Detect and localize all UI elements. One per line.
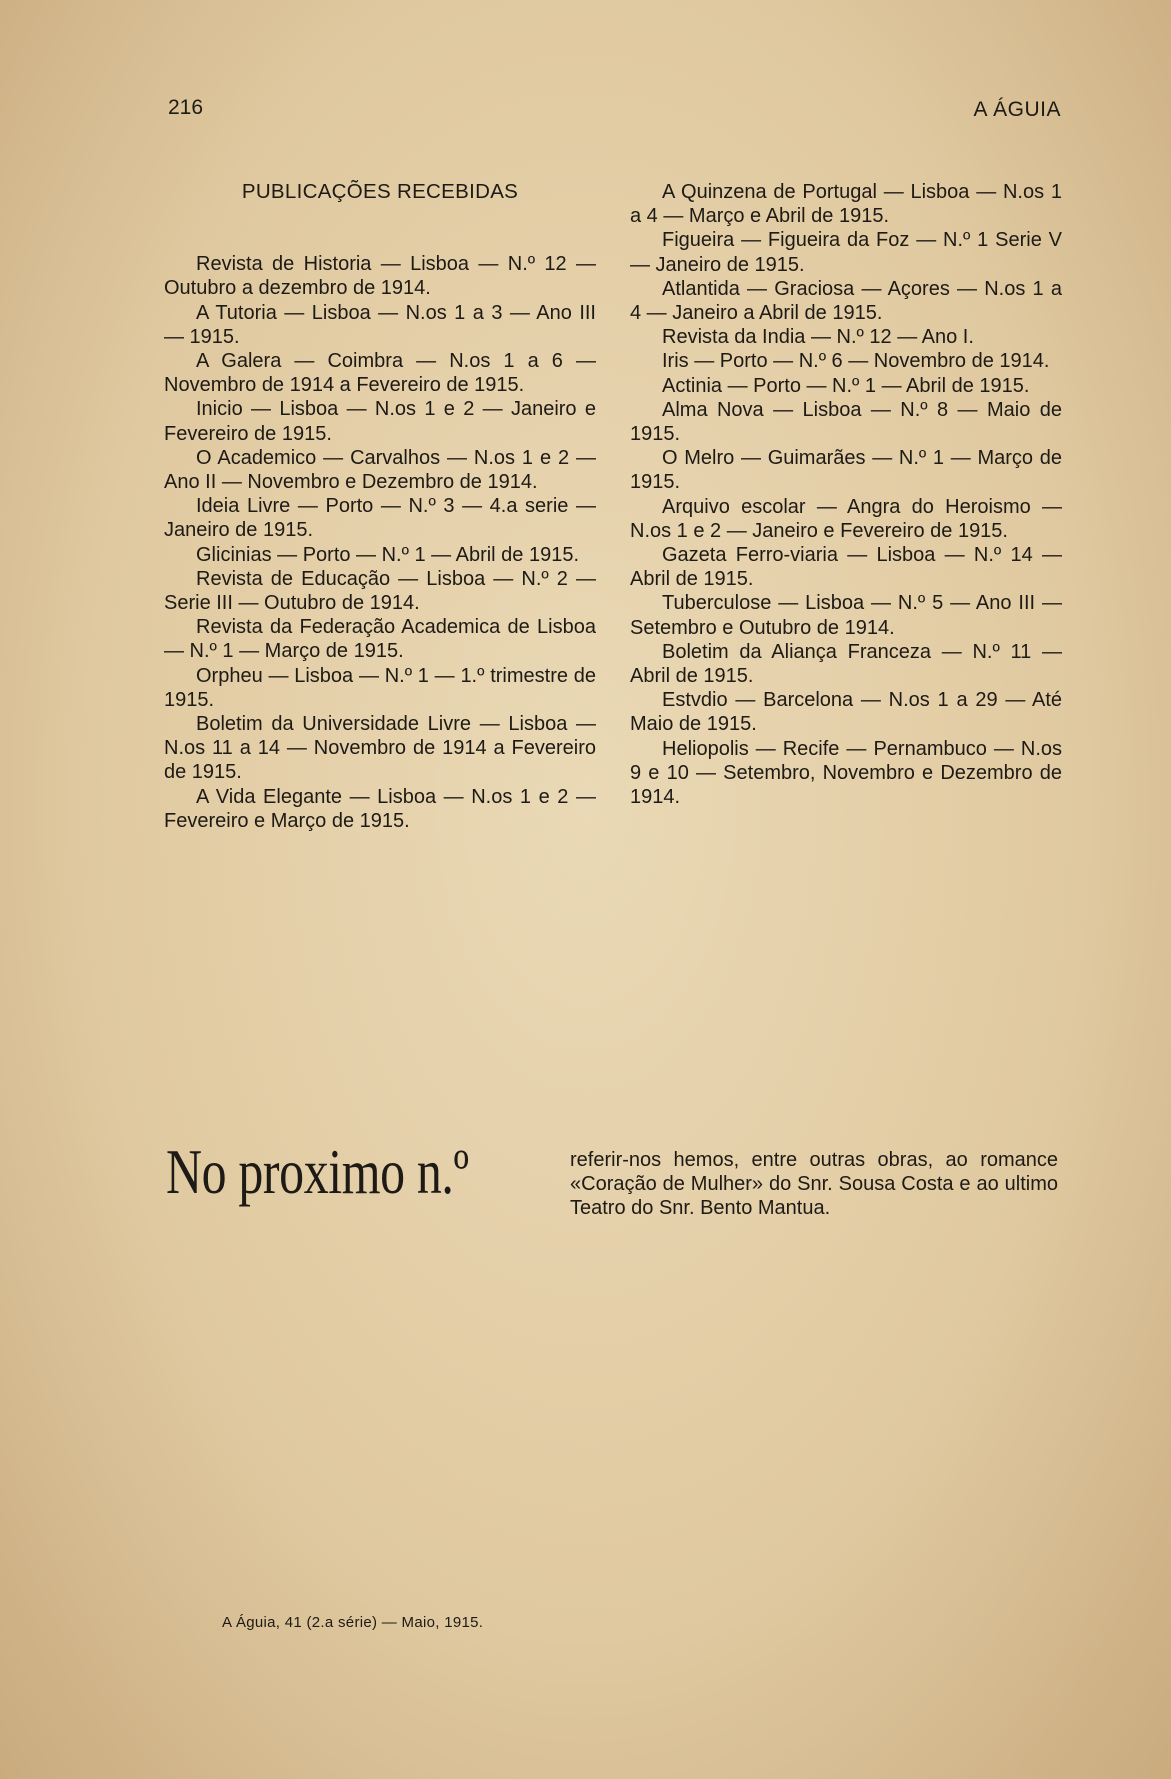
publication-entry: Revista da India — N.º 12 — Ano I. <box>662 326 974 349</box>
page-footer: A Águia, 41 (2.a série) — Maio, 1915. <box>222 1614 484 1631</box>
left-column <box>164 180 596 833</box>
publication-entry: Arquivo escolar — Angra do Heroismo — N.os 1 e 2 — Janeiro e Fevereiro de 1915. <box>630 495 1062 542</box>
publication-entry: Iris — Porto — N.º 6 — Novembro de 1914. <box>662 350 1050 373</box>
publication-entry: Figueira — Figueira da Foz — N.º 1 Serie V — Janeiro de 1915. <box>630 229 1062 276</box>
publication-entry: Ideia Livre — Porto — N.º 3 — 4.a serie — Janeiro de 1915. <box>164 495 596 542</box>
publication-entry: A Tutoria — Lisboa — N.os 1 a 3 — Ano III — 1915. <box>164 301 596 348</box>
publication-entry: O Melro — Guimarães — N.º 1 — Março de 1915. <box>630 447 1062 494</box>
page-number: 216 <box>168 96 204 119</box>
publication-entry: Revista de Historia — Lisboa — N.º 12 — Outubro a dezembro de 1914. <box>164 253 596 300</box>
announcement-text: referir-nos hemos, entre outras obras, ao romance «Coração de Mulher» do Snr. Sousa Costa e ao ultimo Teatro do Snr. Bento Mantua. <box>570 1149 1058 1219</box>
publication-entry: Gazeta Ferro-viaria — Lisboa — N.º 14 — Abril de 1915. <box>630 544 1062 591</box>
section-title: PUBLICAÇÕES RECEBIDAS <box>241 180 519 203</box>
publication-entry: Boletim da Universidade Livre — Lisboa — N.os 11 a 14 — Novembro de 1914 a Fevereiro de 1915. <box>164 713 596 784</box>
publication-list-right <box>630 180 1062 809</box>
right-column <box>630 180 1062 809</box>
publication-entry: Heliopolis — Recife — Pernambuco — N.os 9 e 10 — Setembro, Novembro e Dezembro de 1914. <box>630 737 1062 809</box>
publication-entry: Boletim da Aliança Franceza — N.º 11 — Abril de 1915. <box>630 640 1062 688</box>
publication-entry: Actinia — Porto — N.º 1 — Abril de 1915. <box>662 374 1030 397</box>
publication-entry: Inicio — Lisboa — N.os 1 e 2 — Janeiro e Fevereiro de 1915. <box>164 398 596 445</box>
publication-entry: Revista da Federação Academica de Lisboa — N.º 1 — Março de 1915. <box>164 616 596 663</box>
publication-list-left <box>164 252 596 833</box>
publication-entry: Estvdio — Barcelona — N.os 1 a 29 — Até Maio de 1915. <box>630 689 1062 736</box>
running-head: A ÁGUIA <box>973 98 1061 121</box>
publication-entry: Alma Nova — Lisboa — N.º 8 — Maio de 1915. <box>630 398 1062 446</box>
publication-entry: A Vida Elegante — Lisboa — N.os 1 e 2 — Fevereiro e Março de 1915. <box>164 785 596 832</box>
publication-entry: Atlantida — Graciosa — Açores — N.os 1 a 4 — Janeiro a Abril de 1915. <box>630 277 1062 325</box>
publication-entry: A Galera — Coimbra — N.os 1 a 6 — Novembro de 1914 a Fevereiro de 1915. <box>164 350 596 397</box>
publication-entry: Revista de Educação — Lisboa — N.º 2 — Serie III — Outubro de 1914. <box>164 567 596 615</box>
publication-entry: Orpheu — Lisboa — N.º 1 — 1.º trimestre de 1915. <box>164 664 596 711</box>
publication-entry: A Quinzena de Portugal — Lisboa — N.os 1 a 4 — Março e Abril de 1915. <box>630 181 1062 228</box>
publication-entry: O Academico — Carvalhos — N.os 1 e 2 — Ano II — Novembro e Dezembro de 1914. <box>164 446 596 494</box>
announcement-heading: No proximo n.º <box>166 1136 469 1207</box>
publication-entry: Glicinias — Porto — N.º 1 — Abril de 1915. <box>196 543 580 566</box>
publication-entry: Tuberculose — Lisboa — N.º 5 — Ano III — Setembro e Outubro de 1914. <box>630 592 1062 639</box>
